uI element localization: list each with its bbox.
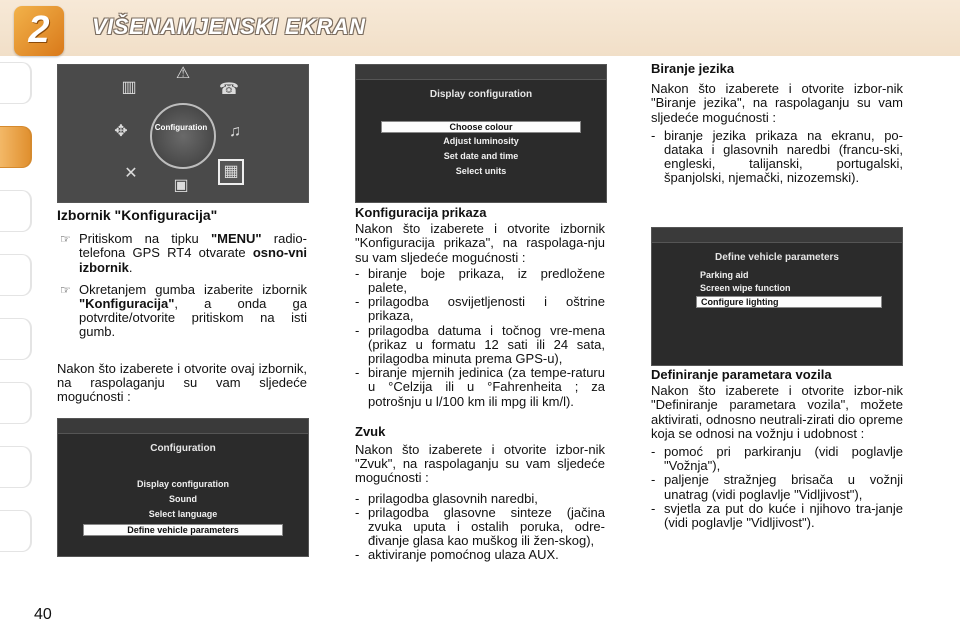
list-item xyxy=(651,473,903,501)
tools-icon: ✕ xyxy=(124,165,138,182)
paragraph: Nakon što izaberete i otvorite izbor-nik "Biranje jezika", na raspolaganju su vam sljedeće mogućnosti : xyxy=(651,81,903,125)
section-heading: Zvuk xyxy=(355,423,386,439)
instruction-bullet xyxy=(57,283,307,340)
hand-pointing-right-icon: ☞ xyxy=(60,232,71,247)
column-3-bottom xyxy=(651,368,903,530)
header-bar xyxy=(0,0,960,56)
list-item-text: prilagodba datuma i točnog vre-mena (prikaz u formatu 12 sati ili 24 sata, prilagodba minuta prema GPS-u), xyxy=(368,322,605,367)
dash-marker: - xyxy=(651,500,656,516)
option-list xyxy=(355,492,605,563)
menu-item[interactable]: Sound xyxy=(169,494,197,504)
menu-item[interactable]: Parking aid xyxy=(700,270,749,280)
status-strip xyxy=(652,228,902,243)
paragraph: Nakon što izaberete i otvorite izbornik "Konfiguracija prikaza", na raspolaga-nju su vam sljedeće mogućnosti : xyxy=(355,221,605,265)
text: radio-telefona GPS RT4 otvarate xyxy=(79,231,307,261)
dash-marker: - xyxy=(355,322,360,338)
text-bold: osno-vni izbornik xyxy=(79,245,307,275)
dash-marker: - xyxy=(651,127,656,143)
list-item-text: biranje jezika prikaza na ekranu, po-dataka i glasovnih naredbi (francu-ski, engleski, talijanski, portugalski, španjolski, njemački, nizozemski). xyxy=(664,127,903,186)
list-item xyxy=(355,548,605,562)
paragraph: Nakon što izaberete i otvorite ovaj izbornik, na raspolaganju su vam sljedeće mogućnosti : xyxy=(57,360,307,405)
dash-marker: - xyxy=(355,490,360,506)
list-item xyxy=(355,324,605,367)
list-item-text: pomoć pri parkiranju (vidi poglavlje "Vožnja"), xyxy=(664,444,903,474)
menu-item-selected[interactable]: Define vehicle parameters xyxy=(83,524,283,536)
column-2 xyxy=(355,206,605,563)
menu-wheel xyxy=(106,64,256,203)
instruction-bullet xyxy=(57,232,307,275)
text-bold: "MENU" xyxy=(210,231,262,247)
section-heading: Definiranje parametara vozila xyxy=(651,367,832,382)
screen-vehicle-params xyxy=(651,227,903,366)
list-item-text: paljenje stražnjeg brisača u vožnji unatrag (vidi poglavlje "Vidljivost"), xyxy=(664,472,903,502)
option-list xyxy=(651,445,903,530)
menu-item[interactable]: Select units xyxy=(455,166,507,176)
side-tab[interactable] xyxy=(0,446,32,488)
side-tab[interactable] xyxy=(0,382,32,424)
menu-item[interactable]: Set date and time xyxy=(443,151,519,161)
list-item xyxy=(355,492,605,506)
screen-config-wheel xyxy=(57,64,309,203)
list-item xyxy=(651,129,903,186)
list-item-text: svjetla za put do kuće i njihovo tra-janje (vidi poglavlje "Vidljivost"). xyxy=(664,500,903,531)
paragraph: Nakon što izaberete i otvorite izbor-nik "Definiranje parametara vozila", možete aktivirati, odnosno neutrali-zirati dio opreme koja se odnosi na vožnju i udobnost : xyxy=(651,383,903,441)
menu-item[interactable]: Display configuration xyxy=(136,479,229,489)
option-list xyxy=(651,129,903,186)
text: Pritiskom na tipku xyxy=(79,231,211,247)
section-heading: Konfiguracija prikaza xyxy=(355,205,487,220)
menu-item[interactable]: Screen wipe function xyxy=(700,283,791,293)
column-3-top xyxy=(651,62,903,186)
wheel-center xyxy=(150,103,216,169)
side-tab[interactable] xyxy=(0,62,32,104)
menu-title: Display configuration xyxy=(429,89,533,100)
side-tab-active[interactable] xyxy=(0,126,32,168)
dash-marker: - xyxy=(651,472,656,488)
screen-config-menu xyxy=(57,418,309,557)
chapter-number: 2 xyxy=(28,9,50,51)
side-tab[interactable] xyxy=(0,318,32,360)
configuration-icon: ▦ xyxy=(218,159,244,185)
music-icon: ♫ xyxy=(229,123,241,140)
list-item xyxy=(355,366,605,409)
chapter-side-tabs xyxy=(0,62,34,582)
screen-display-config xyxy=(355,64,607,203)
list-item-text: biranje mjernih jedinica (za tempe-raturu u °Celzija ili u °Fahrenheita ; za potrošnju u l/100 km ili mpg ili km/l). xyxy=(368,365,605,409)
option-list xyxy=(355,267,605,409)
text: , a onda ga potvrdite/otvorite pritiskom na isti gumb. xyxy=(79,296,307,340)
menu-item[interactable]: Adjust luminosity xyxy=(443,136,519,146)
menu-item-selected[interactable]: Configure lighting xyxy=(696,296,882,308)
dash-marker: - xyxy=(355,265,360,281)
chapter-badge xyxy=(14,6,64,56)
page-number: 40 xyxy=(34,606,52,623)
list-item-text: prilagodba glasovnih naredbi, xyxy=(368,490,538,506)
text: Okretanjem gumba izaberite izbornik xyxy=(79,281,307,297)
radio-icon: ▥ xyxy=(121,79,137,96)
wheel-label: Configuration xyxy=(154,123,208,132)
phone-icon: ☎ xyxy=(219,81,239,98)
dash-marker: - xyxy=(355,547,360,563)
side-tab[interactable] xyxy=(0,254,32,296)
traffic-icon: ▣ xyxy=(173,177,189,194)
dash-marker: - xyxy=(651,444,656,460)
side-tab[interactable] xyxy=(0,190,32,232)
section-heading: Biranje jezika xyxy=(651,61,735,76)
menu-title: Configuration xyxy=(150,443,216,454)
list-item-text: prilagodba glasovne sinteze (jačina zvuka uputa i ostalih poruka, odre-đivanje glasa kao muškog ili žen-skog), xyxy=(368,504,605,549)
status-strip xyxy=(356,65,606,80)
menu-title: Define vehicle parameters xyxy=(715,252,839,263)
text: . xyxy=(128,259,133,275)
warning-icon: ⚠ xyxy=(175,65,191,82)
dash-marker: - xyxy=(355,504,360,520)
side-tab[interactable] xyxy=(0,510,32,552)
chapter-title: VIŠENAMJENSKI EKRAN xyxy=(92,14,366,39)
list-item-text: prilagodba osvijetljenosti i oštrine prikaza, xyxy=(368,294,605,324)
menu-item[interactable]: Select language xyxy=(148,509,218,519)
list-item xyxy=(355,267,605,295)
list-item-text: aktiviranje pomoćnog ulaza AUX. xyxy=(368,547,559,563)
list-item xyxy=(651,445,903,473)
list-item xyxy=(355,506,605,549)
status-strip xyxy=(58,419,308,434)
dash-marker: - xyxy=(355,294,360,310)
list-item xyxy=(651,502,903,530)
list-item-text: biranje boje prikaza, iz predložene palete, xyxy=(368,265,605,296)
section-heading: Izbornik "Konfiguracija" xyxy=(57,207,218,223)
navigation-icon: ✥ xyxy=(114,123,128,140)
dash-marker: - xyxy=(355,365,360,381)
paragraph: Nakon što izaberete i otvorite izbor-nik "Zvuk", na raspolaganju su vam sljedeće mogućnosti : xyxy=(355,442,605,486)
column-1 xyxy=(57,208,307,404)
hand-pointing-right-icon: ☞ xyxy=(60,282,71,297)
list-item xyxy=(355,295,605,323)
text-bold: "Konfiguracija" xyxy=(79,296,175,312)
menu-item-selected[interactable]: Choose colour xyxy=(381,121,581,133)
